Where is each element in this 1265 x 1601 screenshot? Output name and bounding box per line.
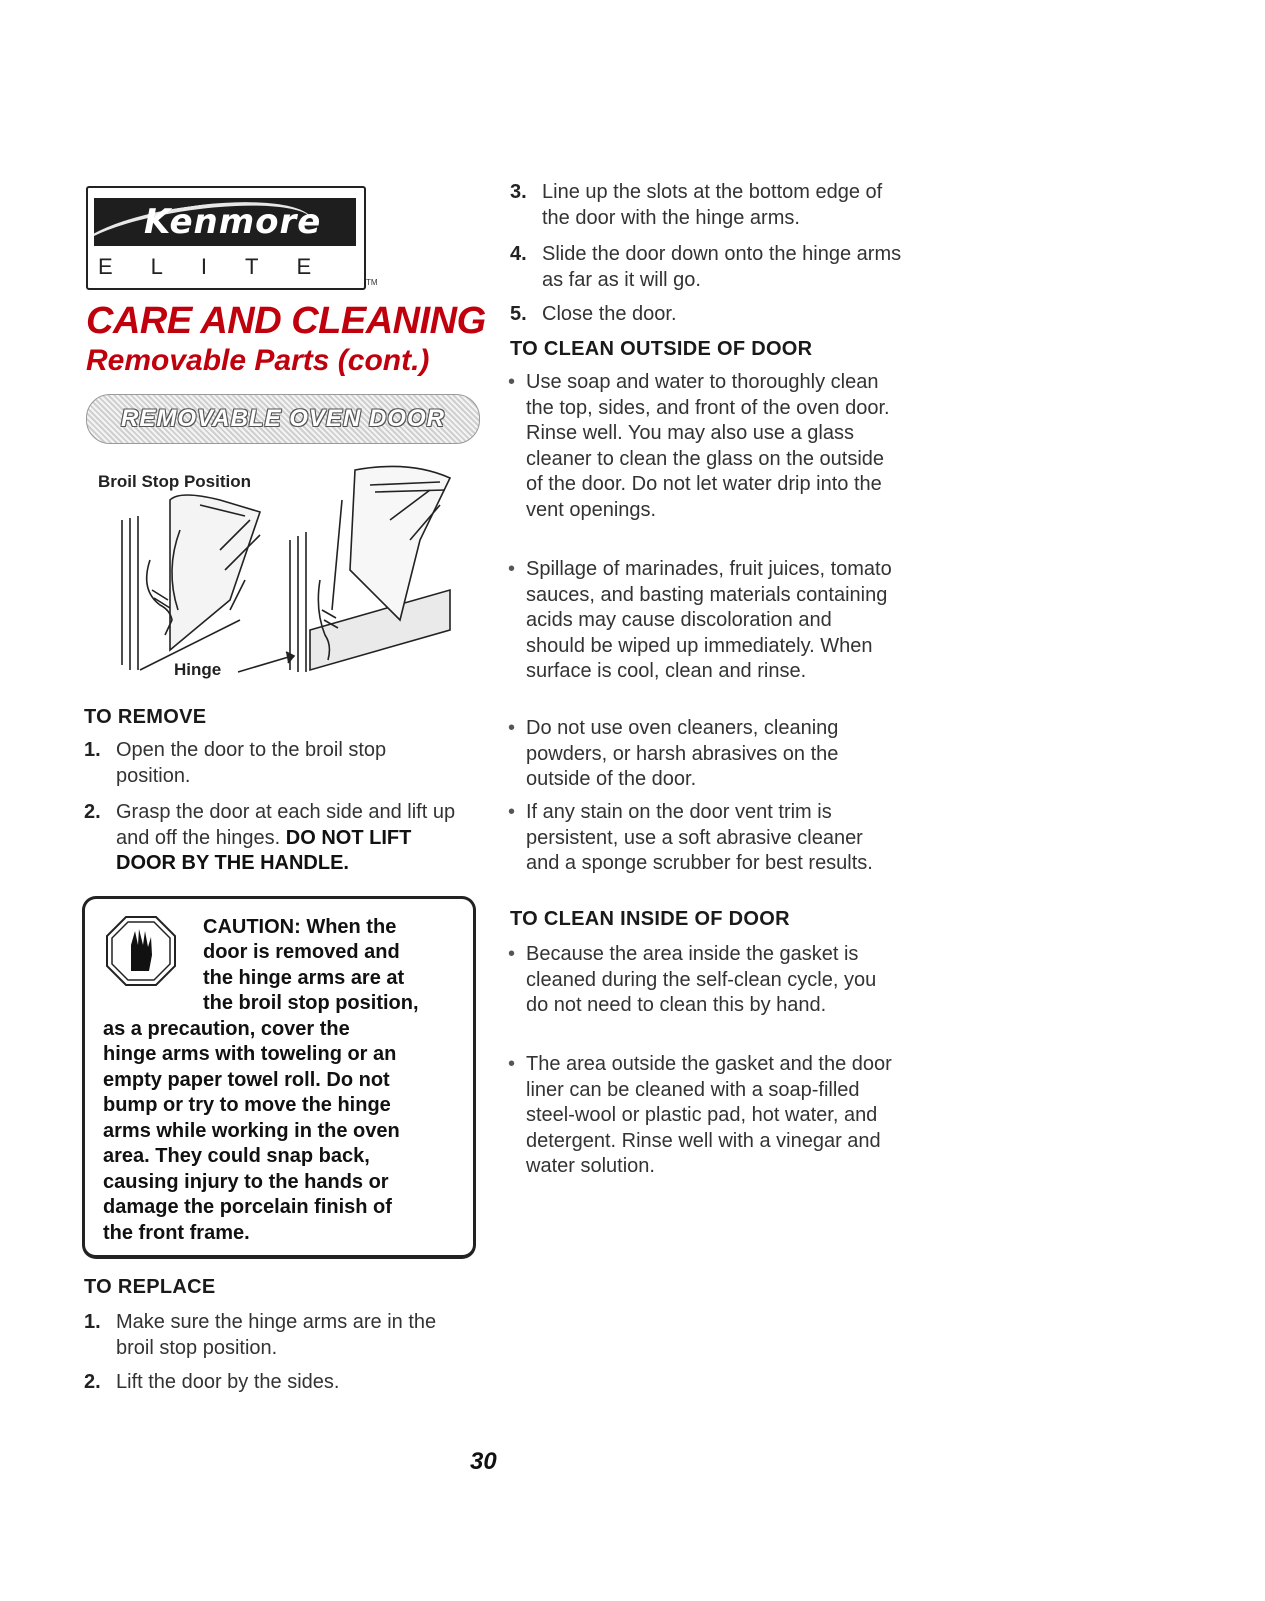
logo-trademark: TM (366, 278, 378, 287)
banner-text: REMOVABLE OVEN DOOR (121, 405, 445, 432)
clean-inside-heading: TO CLEAN INSIDE OF DOOR (510, 908, 790, 930)
oven-door-illustration (110, 460, 470, 700)
caution-line: area. They could snap back, (103, 1145, 370, 1167)
step-text: Make sure the hinge arms are in the broil stop position. (116, 1311, 437, 1359)
caution-line: empty paper towel roll. Do not (103, 1069, 390, 1091)
step-number: 3. (510, 181, 527, 203)
figure-label-hinge: Hinge (174, 660, 222, 679)
replace-step-4 (510, 242, 912, 293)
section-subtitle: Removable Parts (cont.) (86, 344, 430, 377)
step-warning: DO NOT LIFT DOOR BY THE HANDLE. (116, 826, 412, 874)
figure-label-broil-stop: Broil Stop Position (98, 472, 251, 491)
replace-step-3 (510, 180, 912, 231)
caution-line: the hinge arms are at (203, 967, 405, 989)
removable-oven-door-banner (86, 394, 480, 444)
step-number: 1. (84, 1311, 101, 1333)
replace-step-5 (510, 302, 912, 328)
outside-bullet-1: • Use soap and water to thoroughly clean the top, sides, and front of the oven door. Rinse well. You may also use a glass cleaner to clean the glass on the outside of the door. Do not let water drip into the vent openings. (526, 370, 896, 523)
to-remove-heading: TO REMOVE (84, 706, 207, 728)
caution-line: damage the porcelain finish of (103, 1196, 392, 1218)
caution-line: causing injury to the hands or (103, 1171, 389, 1193)
step-text: Grasp the door at each side and lift up and off the hinges. (116, 801, 456, 849)
caution-box (82, 896, 476, 1259)
step-number: 4. (510, 243, 527, 265)
caution-line: bump or try to move the hinge (103, 1094, 391, 1116)
caution-line: the front frame. (103, 1222, 250, 1244)
step-number: 2. (84, 801, 101, 823)
caution-line: hinge arms with toweling or an (103, 1043, 397, 1065)
step-number: 1. (84, 739, 101, 761)
step-text: Open the door to the broil stop position. (116, 739, 387, 787)
section-title: CARE AND CLEANING (86, 300, 486, 342)
logo-band (94, 198, 356, 246)
replace-step-1 (84, 1310, 476, 1361)
caution-line: as a precaution, cover the (103, 1018, 350, 1040)
logo-brand-text: Kenmore (144, 202, 322, 242)
remove-step-2 (84, 800, 466, 877)
step-text: Slide the door down onto the hinge arms as far as it will go. (542, 243, 902, 291)
caution-line: arms while working in the oven (103, 1120, 400, 1142)
kenmore-elite-logo (86, 186, 378, 290)
caution-line: CAUTION: When the (203, 916, 397, 938)
inside-bullet-2: • The area outside the gasket and the door liner can be cleaned with a soap-filled steel-wool or plastic pad, hot water, and detergent. Rinse well with a vinegar and water solution. (526, 1052, 896, 1180)
caution-line: the broil stop position, (203, 992, 419, 1014)
inside-bullet-1: • Because the area inside the gasket is cleaned during the self-clean cycle, you do not need to clean this by hand. (526, 942, 896, 1019)
clean-outside-heading: TO CLEAN OUTSIDE OF DOOR (510, 338, 813, 360)
stop-hand-icon (105, 915, 177, 987)
caution-line: door is removed and (203, 941, 400, 963)
step-text: Close the door. (542, 303, 677, 325)
logo-sub-text: ELITE (98, 254, 350, 279)
outside-bullet-2: • Spillage of marinades, fruit juices, tomato sauces, and basting materials containing acids may cause discoloration and should be wiped up immediately. When surface is cool, clean and rinse. (526, 557, 896, 685)
step-text: Lift the door by the sides. (116, 1371, 340, 1393)
outside-bullet-4: • If any stain on the door vent trim is persistent, use a soft abrasive cleaner and a sponge scrubber for best results. (526, 800, 896, 877)
page-number: 30 (470, 1448, 497, 1475)
remove-step-1 (84, 738, 466, 789)
step-text: Line up the slots at the bottom edge of the door with the hinge arms. (542, 181, 883, 229)
step-number: 5. (510, 303, 527, 325)
step-number: 2. (84, 1371, 101, 1393)
to-replace-heading: TO REPLACE (84, 1276, 216, 1298)
replace-step-2 (84, 1370, 476, 1396)
outside-bullet-3: • Do not use oven cleaners, cleaning powders, or harsh abrasives on the outside of the door. (526, 716, 896, 793)
